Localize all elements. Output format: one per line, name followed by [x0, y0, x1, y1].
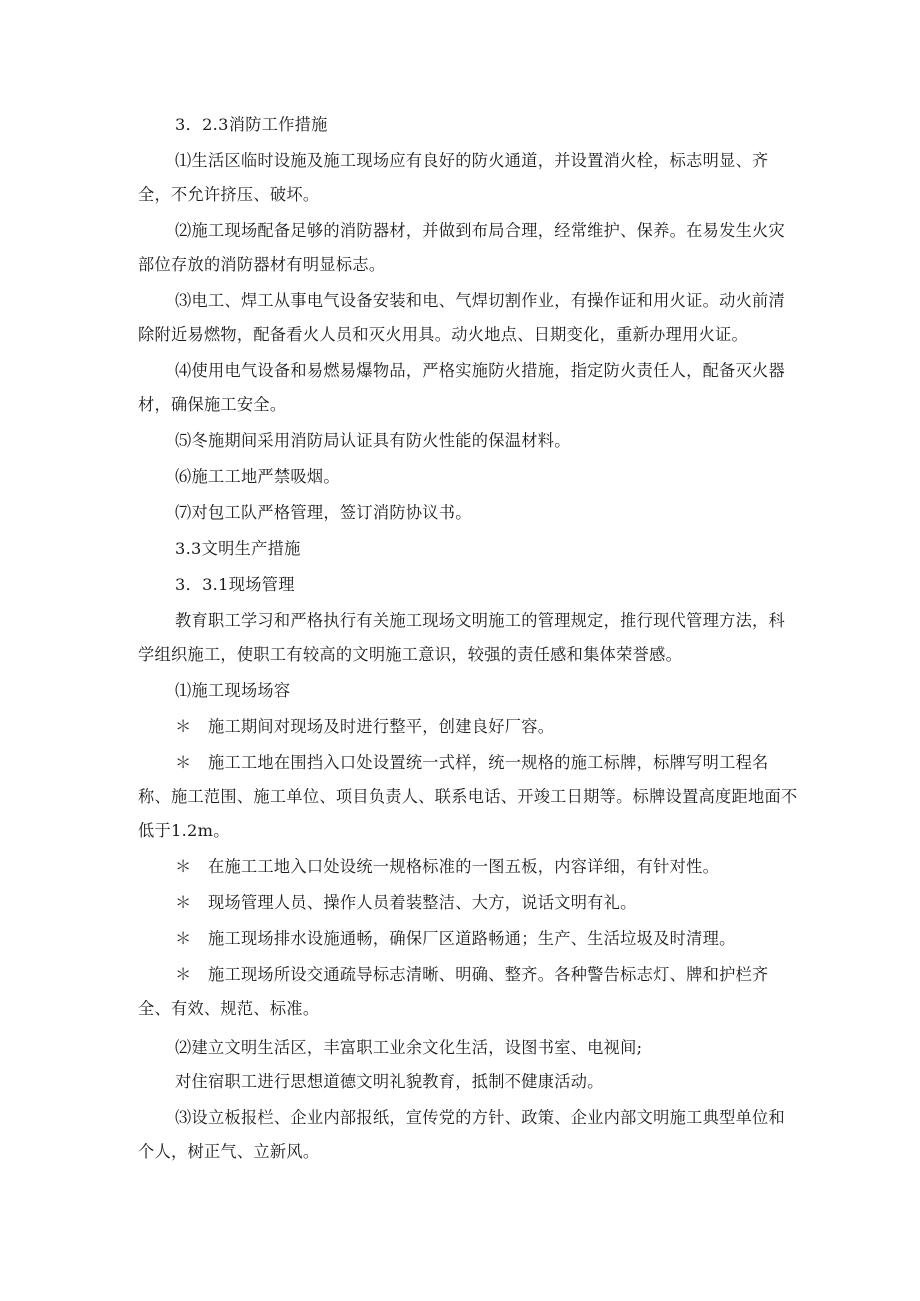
section-heading-3-3-1: 3．3.1现场管理	[175, 575, 295, 594]
document-body	[138, 108, 798, 1169]
bullet-item: ＊ 施工现场排水设施通畅，确保厂区道路畅通；生产、生活垃圾及时清理。	[175, 929, 736, 948]
section-heading-3-3: 3.3文明生产措施	[175, 539, 301, 558]
fire-measure-1: ⑴生活区临时设施及施工现场应有良好的防火通道，并设置消火栓，标志明显、齐全，不允许挤压、破坏。	[138, 151, 769, 204]
fire-measure-6: ⑹施工工地严禁吸烟。	[175, 467, 340, 486]
site-management-intro: 教育职工学习和严格执行有关施工现场文明施工的管理规定，推行现代管理方法，科学组织施工，使职工有较高的文明施工意识，较强的责任感和集体荣誉感。	[138, 611, 786, 664]
bullet-item: ＊ 施工现场所设交通疏导标志清晰、明确、整齐。各种警告标志灯、牌和护栏齐全、有效、规范、标准。	[138, 965, 769, 1018]
bullet-item: ＊ 施工期间对现场及时进行整平，创建良好厂容。	[175, 717, 555, 736]
bullet-item: ＊ 施工工地在围挡入口处设置统一式样，统一规格的施工标牌，标牌写明工程名称、施工范围、施工单位、项目负责人、联系电话、开竣工日期等。标牌设置高度距地面不低于1.2m。	[138, 753, 798, 840]
living-area-item: ⑵建立文明生活区，丰富职工业余文化生活，设图书室、电视间;	[175, 1038, 643, 1057]
fire-measure-4: ⑷使用电气设备和易燃易爆物品，严格实施防火措施，指定防火责任人，配备灭火器材，确保施工安全。	[138, 361, 786, 414]
section-heading-3-2-3: 3．2.3消防工作措施	[175, 115, 328, 134]
bullet-item: ＊ 现场管理人员、操作人员着装整洁、大方，说话文明有礼。	[175, 893, 637, 912]
fire-measure-3: ⑶电工、焊工从事电气设备安装和电、气焊切割作业，有操作证和用火证。动火前清除附近易燃物，配备看火人员和灭火用具。动火地点、日期变化，重新办理用火证。	[138, 291, 786, 344]
fire-measure-5: ⑸冬施期间采用消防局认证具有防火性能的保温材料。	[175, 431, 571, 450]
bullet-item: ＊ 在施工工地入口处设统一规格标准的一图五板，内容详细，有针对性。	[175, 857, 720, 876]
living-area-education: 对住宿职工进行思想道德文明礼貌教育，抵制不健康活动。	[175, 1072, 604, 1091]
bulletin-board-item: ⑶设立板报栏、企业内部报纸，宣传党的方针、政策、企业内部文明施工典型单位和个人，树正气、立新风。	[138, 1108, 786, 1161]
fire-measure-7: ⑺对包工队严格管理，签订消防协议书。	[175, 503, 472, 522]
site-appearance-heading: ⑴施工现场场容	[175, 681, 291, 700]
fire-measure-2: ⑵施工现场配备足够的消防器材，并做到布局合理，经常维护、保养。在易发生火灾部位存放的消防器材有明显标志。	[138, 221, 786, 274]
